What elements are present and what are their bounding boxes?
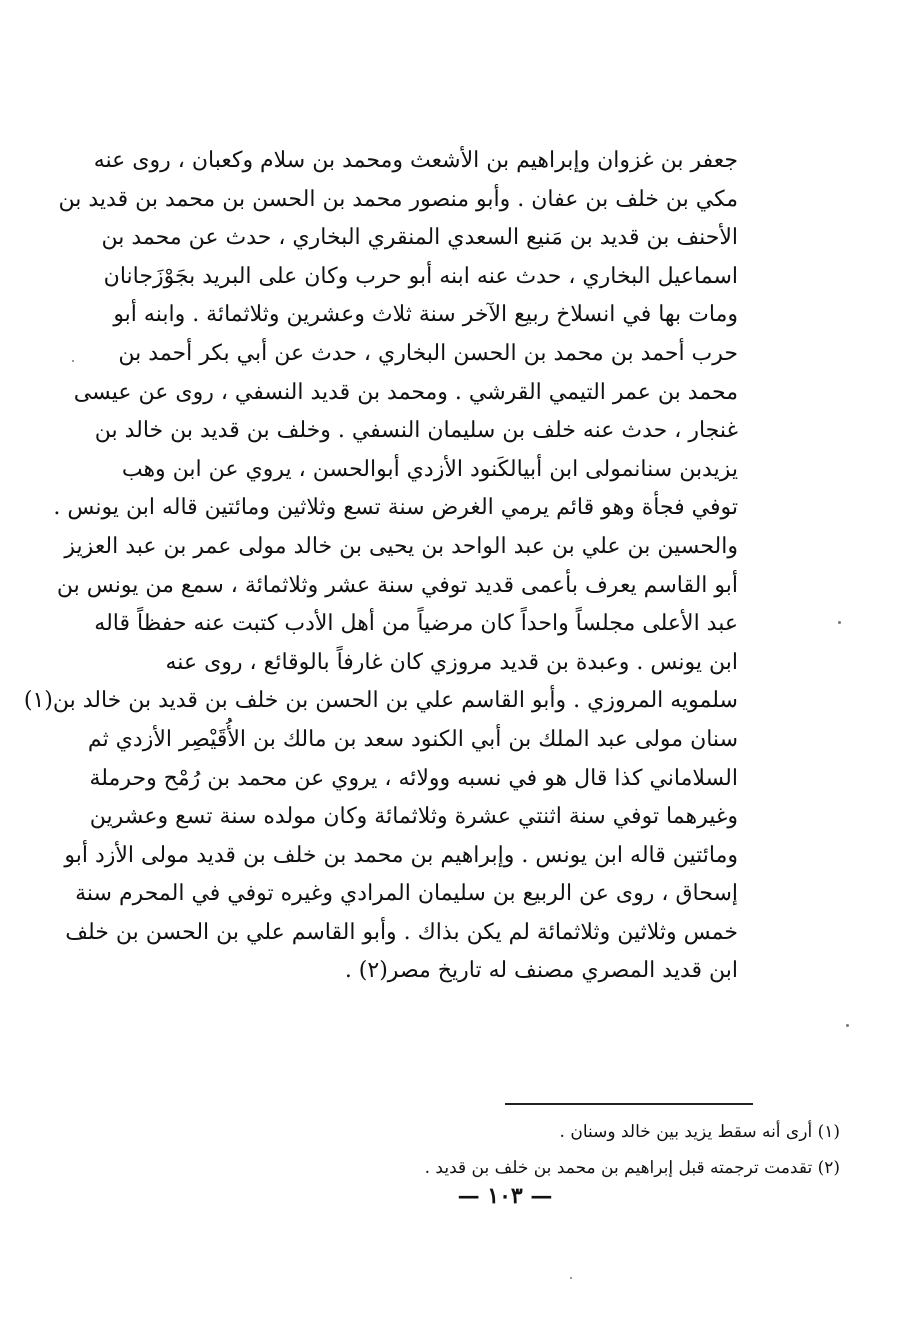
- footnotes-block: [300, 1114, 840, 1186]
- main-text-block: [23, 142, 738, 991]
- scan-speck: [838, 621, 841, 624]
- text-line: وغيرهما توفي سنة اثنتي عشرة وثلاثمائة وكان مولده سنة تسع وعشرين: [89, 804, 738, 830]
- text-line: اسماعيل البخاري ، حدث عنه ابنه أبو حرب وكان على البريد بجَوْزَجانان: [103, 263, 738, 289]
- text-line: حرب أحمد بن محمد بن الحسن البخاري ، حدث عن أبي بكر أحمد بن: [118, 340, 738, 366]
- text-line: ومات بها في انسلاخ ربيع الآخر سنة ثلاث وعشرين وثلاثمائة . وابنه أبو: [113, 302, 738, 328]
- text-line: يزيدبن سنانمولى ابن أبيالكَنود الأزدي أبوالحسن ، يروي عن ابن وهب: [121, 456, 738, 482]
- scan-speck: [846, 1024, 849, 1027]
- text-line: توفي فجأة وهو قائم يرمي الغرض سنة تسع وثلاثين ومائتين قاله ابن يونس .: [53, 495, 738, 521]
- text-line: أبو القاسم يعرف بأعمى قديد توفي سنة عشر وثلاثمائة ، سمع من يونس بن: [56, 572, 738, 598]
- text-line: سنان مولى عبد الملك بن أبي الكنود سعد بن مالك بن الأُقَيْصِر الأزدي ثم: [87, 726, 738, 752]
- text-line: عبد الأعلى مجلساً واحداً كان مرضياً من أهل الأدب كتبت عنه حفظاً قاله: [94, 611, 738, 637]
- footnote-divider: [505, 1103, 753, 1105]
- text-line: جعفر بن غزوان وإبراهيم بن الأشعث ومحمد بن سلام وكعبان ، روى عنه: [93, 148, 738, 173]
- text-line: خمس وثلاثين وثلاثمائة لم يكن بذاك . وأبو القاسم علي بن الحسن بن خلف: [65, 919, 738, 945]
- text-line: ومائتين قاله ابن يونس . وإبراهيم بن محمد بن خلف بن قديد مولى الأزد أبو: [64, 842, 738, 868]
- text-line: محمد بن عمر التيمي القرشي . ومحمد بن قديد النسفي ، روى عن عيسى: [73, 379, 738, 405]
- text-line: ابن يونس . وعبدة بن قديد مروزي كان غارفاً بالوقائع ، روى عنه: [165, 649, 738, 675]
- text-line: سلمويه المروزي . وأبو القاسم علي بن الحسن بن خلف بن قديد بن خالد بن(١): [23, 688, 738, 714]
- text-line: إسحاق ، روى عن الربيع بن سليمان المرادي وغيره توفي في المحرم سنة: [75, 881, 738, 907]
- scan-speck: [72, 360, 74, 362]
- scan-speck: [570, 1277, 572, 1279]
- text-line: ابن قديد المصري مصنف له تاريخ مصر(٢) .: [344, 958, 738, 984]
- text-line: السلاماني كذا قال هو في نسبه وولائه ، يروي عن محمد بن رُمْح وحرملة: [89, 765, 738, 791]
- footnote-2: (٢) تقدمت ترجمته قبل إبراهيم بن محمد بن خلف بن قديد .: [424, 1158, 840, 1178]
- page-number: — ١٠٣ —: [457, 1183, 553, 1209]
- footnote-1: (١) أرى أنه سقط يزيد بين خالد وسنان .: [559, 1122, 840, 1142]
- text-line: غنجار ، حدث عنه خلف بن سليمان النسفي . وخلف بن قديد بن خالد بن: [94, 418, 738, 444]
- text-line: والحسين بن علي بن عبد الواحد بن يحيى بن خالد مولى عمر بن عبد العزيز: [64, 533, 738, 559]
- text-line: مكي بن خلف بن عفان . وأبو منصور محمد بن الحسن بن محمد بن قديد بن: [58, 186, 738, 212]
- text-line: الأحنف بن قديد بن مَنيع السعدي المنقري البخاري ، حدث عن محمد بن: [101, 225, 738, 251]
